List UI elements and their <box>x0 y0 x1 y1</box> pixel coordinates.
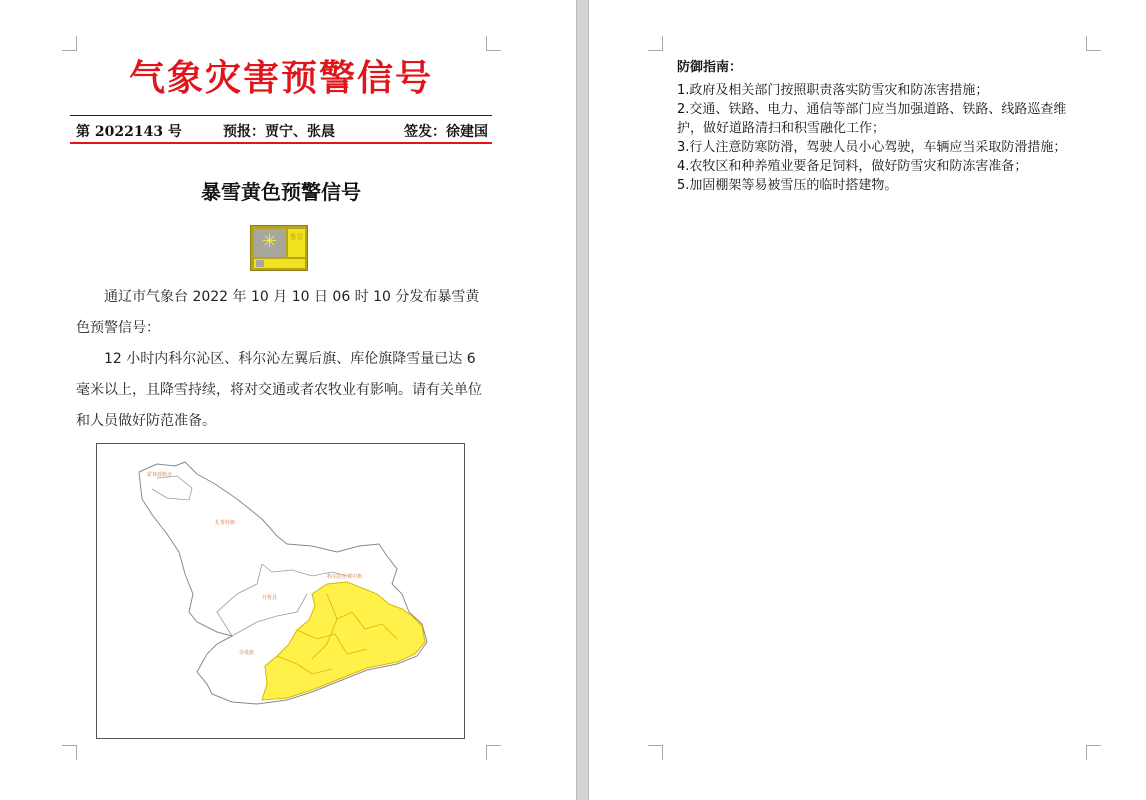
issue-meta-bar <box>70 115 492 142</box>
guide-item: 3.行人注意防寒防滑，驾驶人员小心驾驶，车辆应当采取防滑措施； <box>677 140 1067 155</box>
notice-title: 暴雪黄色预警信号 <box>201 180 361 204</box>
crop-mark <box>1086 36 1101 51</box>
crop-mark <box>648 36 663 51</box>
guide-item: 1.政府及相关部门按照职责落实防雪灾和防冻害措施； <box>677 83 989 98</box>
notice-paragraph-2: 12 小时内科尔沁区、科尔沁左翼后旗、库伦旗降雪量已达 6 毫米以上，且降雪持续，将对交通或者农牧业有影响。请有关单位和人员做好防范准备。 <box>76 351 482 429</box>
defense-guide-heading: 防御指南： <box>677 60 743 75</box>
map-label: 科尔沁左翼中旗 <box>327 574 363 580</box>
crop-mark <box>486 36 501 51</box>
page-gutter <box>576 0 589 800</box>
forecasters: 预报：贾宁、张晨 <box>223 124 335 140</box>
issue-number: 第 2022143 号 <box>76 124 182 140</box>
guide-item: 5.加固棚架等易被雪压的临时搭建物。 <box>677 178 898 193</box>
guide-item: 2.交通、铁路、电力、通信等部门应当加强道路、铁路、线路巡查维护，做好道路清扫和积雪融化工作； <box>677 102 1067 136</box>
crop-mark <box>62 36 77 51</box>
map-svg <box>97 444 464 738</box>
header-divider <box>70 142 492 144</box>
notice-paragraph-1: 通辽市气象台 2022 年 10 月 10 日 06 时 10 分发布暴雪黄色预警信号： <box>76 289 480 336</box>
map-label: 奈曼旗 <box>239 650 255 656</box>
crop-mark <box>1086 745 1101 760</box>
crop-mark <box>648 745 663 760</box>
map-label: 扎鲁特旗 <box>215 520 236 526</box>
warning-area-map <box>96 443 465 739</box>
guide-item: 4.农牧区和种养殖业要备足饲料，做好防雪灾和防冻害准备； <box>677 159 1028 174</box>
blizzard-yellow-warning-icon <box>250 225 308 271</box>
map-label: 霍林郭勒市 <box>147 472 173 478</box>
warning-header-title: 气象灾害预警信号 <box>128 57 433 99</box>
map-label: 开鲁县 <box>262 595 278 601</box>
crop-mark <box>486 745 501 760</box>
crop-mark <box>62 745 77 760</box>
defense-guide <box>677 58 1092 195</box>
approved-by: 签发：徐建国 <box>404 124 488 140</box>
